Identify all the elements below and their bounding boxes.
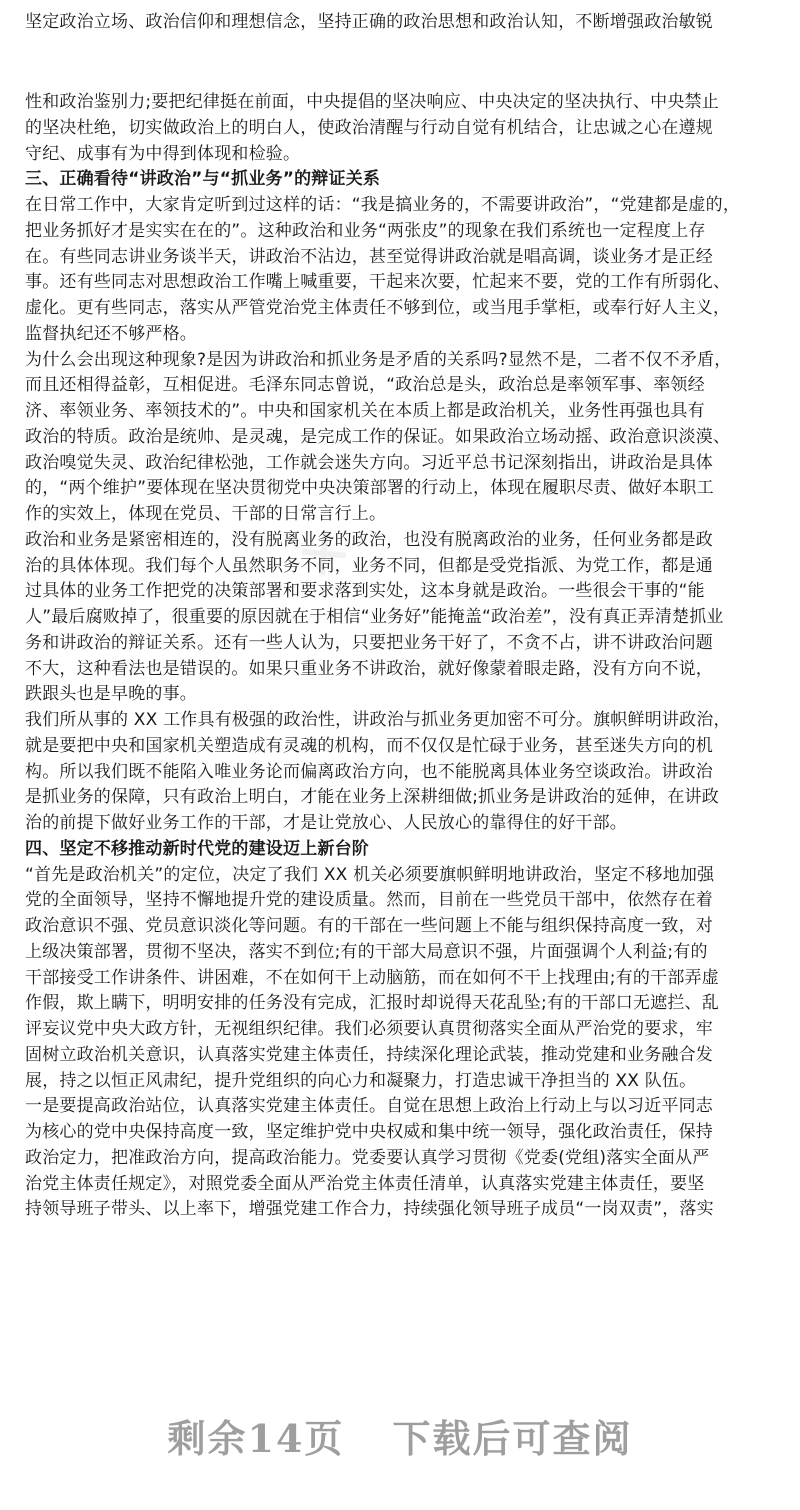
document-top-line: 坚定政治立场、政治信仰和理想信念，坚持正确的政治思想和政治认知，不断增强政治敏锐 <box>25 12 713 32</box>
paragraph-line: “首先是政治机关”的定位，决定了我们 XX 机关必须要旗帜鲜明地讲政治，坚定不移地加强 <box>25 864 715 885</box>
paragraph-line: 为什么会出现这种现象?是因为讲政治和抓业务是矛盾的关系吗?显然不是，二者不仅不矛盾， <box>25 349 732 370</box>
paragraph-line: 政治嗅觉失灵、政治纪律松弛，工作就会迷失方向。习近平总书记深刻指出，讲政治是具体 <box>25 452 713 473</box>
paragraph-line: 不大，这种看法也是错误的。如果只重业务不讲政治，就好像蒙着眼走路，没有方向不说， <box>25 658 713 679</box>
paragraph-line: 过具体的业务工作把党的决策部署和要求落到实处，这本身就是政治。一些很会干事的“能 <box>25 581 705 602</box>
paragraph-line: 一是要提高政治站位，认真落实党建主体责任。自觉在思想上政治上行动上与以习近平同志 <box>25 1096 713 1117</box>
paragraph-line: 务和讲政治的辩证关系。还有一些人认为，只要把业务干好了，不贪不占，讲不讲政治问题 <box>25 632 713 653</box>
section-heading: 三、正确看待“讲政治”与“抓业务”的辩证关系 <box>25 169 381 190</box>
paragraph-line: 我们所从事的 XX 工作具有极强的政治性，讲政治与抓业务更加密不可分。旗帜鲜明讲政治， <box>25 710 731 730</box>
paragraph-line: 展，持之以恒正风肃纪，提升党组织的向心力和凝聚力，打造忠诚干净担当的 XX 队伍。 <box>25 1070 697 1091</box>
paragraph-line: 虚化。更有些同志，落实从严管党治党主体责任不够到位，或当甩手掌柜，或奉行好人主义， <box>25 298 731 318</box>
paragraph-line: 跌跟头也是早晚的事。 <box>25 684 197 705</box>
section-heading: 四、坚定不移推动新时代党的建设迈上新台阶 <box>25 838 369 859</box>
paragraph-line: 就是要把中央和国家机关塑造成有灵魂的机构，而不仅仅是忙碌于业务，甚至迷失方向的机 <box>25 735 713 756</box>
paragraph-line: 把业务抓好才是实实在在的”。这种政治和业务“两张皮”的现象在我们系统也一定程度上存 <box>25 220 706 241</box>
paragraph-line: 作的实效上，体现在党员、干部的日常言行上。 <box>25 504 387 524</box>
paragraph-line: 政治和业务是紧密相连的，没有脱离业务的政治，也没有脱离政治的业务，任何业务都是政 <box>25 529 713 550</box>
paragraph-line: 构。所以我们既不能陷入唯业务论而偏离政治方向，也不能脱离具体业务空谈政治。讲政治 <box>25 761 713 782</box>
paragraph-line: 治党主体责任规定》，对照党委全面从严治党主体责任清单，认真落实党建主体责任，要坚 <box>25 1173 705 1194</box>
paragraph-line: 固树立政治机关意识，认真落实党建主体责任，持续深化理论武装，推动党建和业务融合发 <box>25 1044 713 1065</box>
paragraph-line: 作假，欺上瞒下，明明安排的任务没有完成，汇报时却说得天花乱坠;有的干部口无遮拦、乱 <box>25 993 719 1014</box>
paragraph-line: 济、率领业务、率领技术的”。中央和国家机关在本质上都是政治机关，业务性再强也具有 <box>25 401 705 421</box>
download-hint-label: 下载后可查阅 <box>392 1416 633 1461</box>
download-prompt[interactable] <box>0 1408 800 1463</box>
paragraph-line: 在。有些同志讲业务谈半天，讲政治不沾边，甚至觉得讲政治就是唱高调，谈业务才是正经 <box>25 246 713 267</box>
paragraph-line: 治的具体体现。我们每个人虽然职务不同，业务不同，但都是受党指派、为党工作，都是通 <box>25 555 713 576</box>
remaining-pages-label: 剩余14页 <box>167 1416 345 1461</box>
watermark: ✕ <box>283 512 367 598</box>
paragraph-line: 党的全面领导，坚持不懈地提升党的建设质量。然而，目前在一些党员干部中，依然存在着 <box>25 890 713 911</box>
paragraph-line: 评妄议党中央大政方针，无视组织纪律。我们必须要认真贯彻落实全面从严治党的要求，牢 <box>25 1019 713 1039</box>
paragraph-line: 的，“两个维护”要体现在坚决贯彻党中央决策部署的行动上，体现在履职尽责、做好本职工 <box>25 478 714 499</box>
paragraph-line: 监督执纪还不够严格。 <box>25 323 197 344</box>
paragraph-line: 治的前提下做好业务工作的干部，才是让党放心、人民放心的靠得住的好干部。 <box>25 813 627 833</box>
paragraph-line: 事。还有些同志对思想政治工作嘴上喊重要，干起来次要，忙起来不要，党的工作有所弱化、 <box>25 272 731 293</box>
paragraph-line: 是抓业务的保障，只有政治上明白，才能在业务上深耕细做;抓业务是讲政治的延伸，在讲政 <box>25 787 719 808</box>
paragraph-line: 在日常工作中，大家肯定听到过这样的话：“我是搞业务的，不需要讲政治”，“党建都是虚的， <box>25 195 741 215</box>
paragraph-line: 政治定力，把准政治方向，提高政治能力。党委要认真学习贯彻《党委(党组)落实全面从严 <box>25 1147 710 1168</box>
paragraph-line: 性和政治鉴别力;要把纪律挺在前面，中央提倡的坚决响应、中央决定的坚决执行、中央禁止 <box>25 92 719 112</box>
paragraph-line: 干部接受工作讲条件、讲困难，不在如何干上动脑筋，而在如何不干上找理由;有的干部弄虚 <box>25 967 719 988</box>
paragraph-line: 上级决策部署，贯彻不坚决，落实不到位;有的干部大局意识不强，片面强调个人利益;有的 <box>25 941 708 962</box>
paragraph-line: 守纪、成事有为中得到体现和检验。 <box>25 143 301 164</box>
paragraph-line: 而且还相得益彰，互相促进。毛泽东同志曾说，“政治总是头，政治总是率领军事、率领经 <box>25 375 705 396</box>
paragraph-line: 的坚决杜绝，切实做政治上的明白人，使政治清醒与行动自觉有机结合，让忠诚之心在遵规 <box>25 117 713 138</box>
paragraph-line: 政治的特质。政治是统帅、是灵魂，是完成工作的保证。如果政治立场动摇、政治意识淡漠、 <box>25 426 731 447</box>
paragraph-line: 政治意识不强、党员意识淡化等问题。有的干部在一些问题上不能与组织保持高度一致，对 <box>25 916 713 936</box>
paragraph-line: 持领导班子带头、以上率下，增强党建工作合力，持续强化领导班子成员“一岗双责”，落实 <box>25 1199 714 1220</box>
paragraph-line: 人”最后腐败掉了，很重要的原因就在于相信“业务好”能掩盖“政治差”，没有真正弄清楚抓业 <box>25 607 724 627</box>
paragraph-line: 为核心的党中央保持高度一致，坚定维护党中央权威和集中统一领导，强化政治责任，保持 <box>25 1122 713 1142</box>
